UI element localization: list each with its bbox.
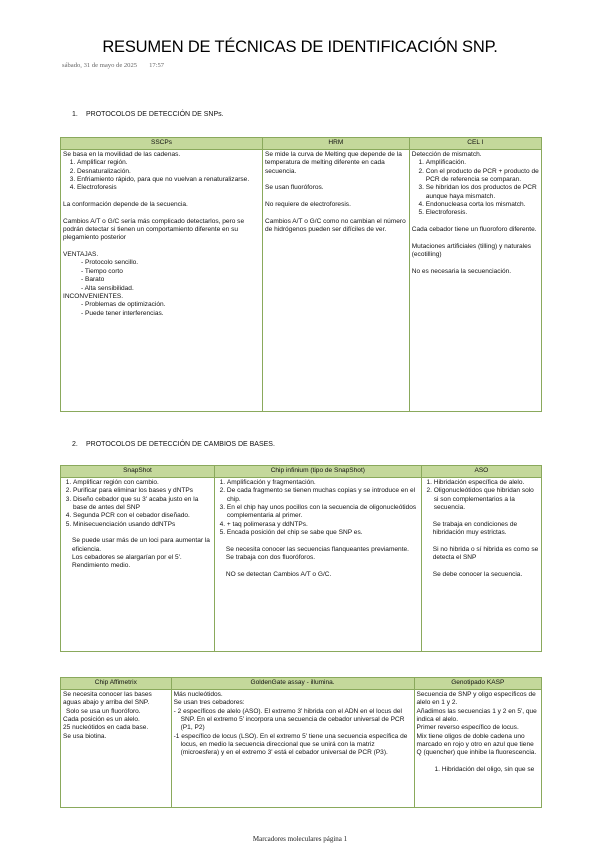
- table-header-row: [61, 678, 542, 690]
- list-item: 1. Amplificación y fragmentación.: [227, 479, 419, 487]
- hrm-p2: Se usan fluoróforos.: [265, 184, 324, 192]
- affy-p1: Se necesita conocer las bases aguas abajo y arriba del SNP.: [63, 691, 152, 707]
- cell-cel: [409, 150, 541, 412]
- cel-p3: No es necesaria la secuenciación.: [411, 267, 512, 275]
- section-2-title: PROTOCOLOS DE DETECCIÓN DE CAMBIOS DE BASES.: [86, 441, 275, 448]
- cell-aso: [421, 478, 541, 652]
- section-1-title: PROTOCOLOS DE DETECCIÓN DE SNPs.: [86, 111, 224, 118]
- col-header-hrm: HRM: [263, 138, 410, 150]
- list-item: 4. Electroforesis: [77, 184, 260, 192]
- list-item: 5. Encada posición del chip se sabe que SNP es.: [227, 529, 419, 537]
- aso-steps: [424, 479, 539, 512]
- list-item: 2. Purificar para eliminar los bases y dNTPs: [73, 487, 212, 495]
- list-item: 3. Diseño cebador que su 3' acaba justo en la base de antes del SNP: [73, 496, 212, 513]
- col-header-goldengate: GoldenGate assay - illumina.: [171, 678, 414, 690]
- list-item: 1. Amplificar región.: [77, 159, 260, 167]
- cel-p1: Cada cebador tiene un fluoroforo diferente.: [411, 226, 537, 234]
- list-item: - Problemas de optimización.: [81, 301, 166, 309]
- time-text: 17:57: [149, 62, 165, 69]
- list-item: 3. En el chip hay unos pocillos con la secuencia de oligonucleótidos complementaria al primer.: [227, 504, 419, 521]
- table-row: [61, 478, 542, 652]
- cell-goldengate: [171, 690, 414, 808]
- list-item: 2. Oligonucleótidos que hibridan solo si son complementarios a la secuencia.: [434, 487, 539, 512]
- sscp-ventajas-label: VENTAJAS.: [63, 251, 99, 259]
- list-item: 1. Amplificación.: [426, 159, 539, 167]
- section-2-heading: [72, 441, 275, 448]
- list-item: 4. + taq polimerasa y ddNTPs.: [227, 521, 419, 529]
- sscp-inconv-label: INCONVENIENTES.: [63, 292, 124, 300]
- table-base-change-protocols: [60, 465, 542, 652]
- list-item: 3. Enfriamiento rápido, para que no vuelvan a renaturalizarse.: [77, 176, 260, 184]
- list-item: 2. De cada fragmento se tienen muchas copias y se introduce en el chip.: [227, 487, 419, 504]
- list-item: 4. Endonucleasa corta los mismatch.: [426, 201, 539, 209]
- kasp-p1: Secuencia de SNP y oligo específicos de alelo en 1 y 2.: [416, 691, 536, 707]
- cel-intro: Detección de mismatch.: [411, 151, 482, 158]
- list-item: - Barato: [81, 276, 105, 284]
- sscp-steps: [63, 159, 260, 192]
- cel-steps: [412, 159, 539, 217]
- aso-p2: Si no hibrida o sí hibrida es como se detecta el SNP: [432, 545, 539, 562]
- page-date: [62, 62, 164, 69]
- list-item: - Protocolo sencillo.: [81, 259, 139, 267]
- sscp-p2: Cambios A/T o G/C sería más complicado detectarlos, pero se podrán detectar si tienen un comportamiento diferente en su plegamiento posterior: [63, 217, 245, 242]
- list-item: 2. Con el producto de PCR + producto de PCR de referencia se comparan.: [426, 168, 539, 185]
- infinium-p2: Se trabaja con dos fluoróforos.: [225, 554, 316, 562]
- col-header-snapshot: SnapShot: [61, 466, 215, 478]
- list-item: 4. Segunda PCR con el cebador diseñado.: [73, 512, 212, 520]
- affy-p4: 25 nucleótidos en cada base.: [63, 724, 149, 732]
- aso-p3: Se debe conocer la secuencia.: [432, 570, 523, 578]
- list-item: - Puede tener interferencias.: [81, 309, 164, 317]
- section-2-number: 2.: [72, 441, 78, 448]
- table-snp-protocols: [60, 137, 542, 412]
- table-row: [61, 150, 542, 412]
- affy-p2: Solo se usa un fluoróforo.: [66, 707, 141, 715]
- col-header-sscp: SSCPs: [61, 138, 263, 150]
- date-text: sábado, 31 de mayo de 2025: [62, 62, 138, 69]
- infinium-steps: [217, 479, 419, 537]
- cell-hrm: [263, 150, 410, 412]
- aso-p1: Se trabaja en condiciones de hibridación muy estrictas.: [432, 520, 518, 537]
- table-header-row: [61, 138, 542, 150]
- snapshot-p3: Rendimiento medio.: [72, 562, 131, 570]
- golden-d2: -1 específico de locus (LSO). En el extremo 5' tiene una secuencia específica de locus, en medio la secuencia direccional que se unirá con la matriz (microesfera) y en el extremo 3' está el cebador universal de PCR (P3).: [173, 732, 408, 757]
- kasp-p4: Mix tiene oligos de doble cadena uno marcado en rojo y otro en azul que tiene Q (quencher) que inhibe la fluorescencia.: [416, 732, 537, 757]
- col-header-infinium: Chip infinium (tipo de SnapShot): [214, 466, 421, 478]
- list-item: - Alta sensibilidad.: [81, 284, 134, 292]
- list-item: 5. Minisecuenciación usando ddNTPs: [73, 521, 212, 529]
- golden-d1: - 2 específicos de alelo (ASO). El extremo 3' hibrida con el ADN en el locus del SNP. En el extremo 5' incorpora una secuencia de cebador universal de PCR (P1, P2): [173, 707, 405, 732]
- list-item: 3. Se hibridan los dos productos de PCR aunque haya mismatch.: [426, 184, 539, 201]
- sscp-p1: La conformación depende de la secuencia.: [63, 201, 188, 209]
- kasp-s1: 1. Hibridación del oligo, sin que se: [434, 766, 535, 774]
- golden-p2: Se usan tres cebadores:: [173, 699, 245, 707]
- list-item: 5. Electroforesis.: [426, 209, 539, 217]
- infinium-p1: Se necesita conocer las secuencias flanqueantes previamente.: [225, 545, 409, 553]
- section-1-number: 1.: [72, 111, 78, 118]
- snapshot-steps: [63, 479, 212, 529]
- snapshot-p1: Se puede usar más de un loci para aumentar la eficiencia.: [72, 537, 210, 553]
- hrm-p4: Cambios A/T o G/C como no cambian el número de hidrógenos pueden ser difíciles de ver.: [265, 217, 406, 234]
- list-item: 2. Desnaturalización.: [77, 168, 260, 176]
- kasp-p3: Primer reverso específico de locus.: [416, 724, 519, 732]
- col-header-kasp: Genotipado KASP: [414, 678, 541, 690]
- golden-p1: Más nucleótidos.: [173, 691, 223, 698]
- cel-p2: Mutaciones artificiales (tilling) y naturales (ecotilling): [411, 242, 532, 259]
- table-header-row: [61, 466, 542, 478]
- cell-sscp: [61, 150, 263, 412]
- affy-p3: Cada posición es un alelo.: [63, 716, 140, 724]
- list-item: 1. Amplificar región con cambio.: [73, 479, 212, 487]
- cell-infinium: [214, 478, 421, 652]
- kasp-p2: Añadimos las secuencias 1 y 2 en 5', que indica el alelo.: [416, 707, 537, 724]
- infinium-p3: NO se detectan Cambios A/T o G/C.: [225, 570, 332, 578]
- section-1-heading: [72, 111, 224, 118]
- hrm-p3: No requiere de electroforesis.: [265, 201, 351, 209]
- col-header-affymetrix: Chip Affimetrix: [61, 678, 172, 690]
- cell-kasp: [414, 690, 541, 808]
- sscp-intro: Se basa en la movilidad de las cadenas.: [63, 151, 181, 158]
- list-item: 1. Hibridación específica de alelo.: [434, 479, 539, 487]
- table-row: [61, 690, 542, 808]
- page-footer: Marcadores moleculares página 1: [252, 835, 348, 843]
- col-header-cel: CEL I: [409, 138, 541, 150]
- table-genotyping-platforms: [60, 677, 542, 808]
- col-header-aso: ASO: [421, 466, 541, 478]
- snapshot-p2: Los cebadores se alargarían por el 5'.: [72, 554, 182, 562]
- cell-snapshot: [61, 478, 215, 652]
- list-item: - Tiempo corto: [81, 267, 123, 275]
- affy-p5: Se usa biotina.: [63, 732, 107, 740]
- cell-affymetrix: [61, 690, 172, 808]
- page-title: RESUMEN DE TÉCNICAS DE IDENTIFICACIÓN SNP.: [102, 38, 498, 56]
- hrm-p1: Se mide la curva de Melting que depende de la temperatura de melting diferente en cada secuencia.: [265, 151, 402, 175]
